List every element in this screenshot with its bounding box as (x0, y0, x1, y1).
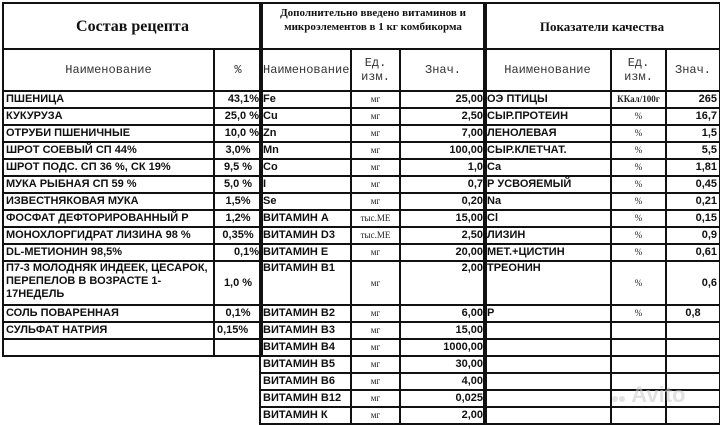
additive-unit: тыс.МЕ (351, 227, 400, 244)
recipe-percent: 3,0% (214, 142, 262, 159)
table-row (484, 356, 720, 373)
table-row (484, 210, 720, 227)
additive-value: 2,00 (400, 407, 486, 424)
quality-header-value: Знач. (666, 49, 720, 91)
table-row (3, 142, 262, 159)
table-row (484, 339, 720, 356)
quality-value: 0,9 (666, 227, 720, 244)
quality-value (666, 407, 720, 424)
quality-unit: % (611, 125, 666, 142)
recipe-name: МОНОХЛОРГИДРАТ ЛИЗИНА 98 % (3, 227, 214, 244)
table-row (260, 390, 486, 407)
table-row (484, 244, 720, 261)
table-row (260, 261, 486, 305)
additive-name: ВИТАМИН В1 (260, 261, 351, 305)
additive-name: Cu (260, 108, 351, 125)
additive-name: ВИТАМИН В12 (260, 390, 351, 407)
table-row (484, 305, 720, 322)
table-row (484, 125, 720, 142)
additive-value: 25,00 (400, 91, 486, 108)
recipe-title: Состав рецепта (3, 3, 262, 49)
additive-name: ВИТАМИН D3 (260, 227, 351, 244)
table-row (3, 261, 262, 305)
avito-watermark (612, 382, 685, 408)
quality-unit: % (611, 159, 666, 176)
additive-unit: мг (351, 193, 400, 210)
recipe-name (3, 339, 214, 356)
quality-unit: % (611, 244, 666, 261)
quality-value: 5,5 (666, 142, 720, 159)
quality-value: 0,6 (666, 261, 720, 305)
quality-value (666, 322, 720, 339)
table-row (484, 91, 720, 108)
additive-value: 15,00 (400, 210, 486, 227)
additive-unit: мг (351, 176, 400, 193)
quality-value (666, 356, 720, 373)
additive-name: Zn (260, 125, 351, 142)
quality-unit (611, 322, 666, 339)
additives-table (259, 2, 487, 425)
quality-unit (611, 339, 666, 356)
quality-value: 265 (666, 91, 720, 108)
recipe-percent: 1,2% (214, 210, 262, 227)
table-row (260, 373, 486, 390)
quality-unit: % (611, 305, 666, 322)
additives-header-unit: Ед. изм. (351, 49, 400, 91)
additive-value: 1000,00 (400, 339, 486, 356)
avito-logo-icon (619, 396, 625, 402)
quality-name: ЛИЗИН (484, 227, 611, 244)
table-row (3, 108, 262, 125)
additive-value: 7,00 (400, 125, 486, 142)
table-row (260, 142, 486, 159)
recipe-percent: 10,0 % (214, 125, 262, 142)
additive-unit: мг (351, 91, 400, 108)
table-row (484, 261, 720, 305)
table-row (260, 407, 486, 424)
recipe-name: ШРОТ ПОДС. СП 36 %, СК 19% (3, 159, 214, 176)
recipe-percent (214, 339, 262, 356)
additive-unit: мг (351, 356, 400, 373)
quality-header-unit: Ед. изм. (611, 49, 666, 91)
quality-name: Р (484, 305, 611, 322)
additive-value: 20,00 (400, 244, 486, 261)
table-row (260, 322, 486, 339)
table-row (3, 91, 262, 108)
additive-unit: мг (351, 244, 400, 261)
additive-name: Se (260, 193, 351, 210)
quality-name: ТРЕОНИН (484, 261, 611, 305)
quality-name (484, 339, 611, 356)
additive-unit: тыс.МЕ (351, 210, 400, 227)
quality-unit: ККал/100г (611, 91, 666, 108)
table-row (484, 407, 720, 424)
quality-unit: % (611, 142, 666, 159)
additive-value: 15,00 (400, 322, 486, 339)
quality-name: Cl (484, 210, 611, 227)
table-row (484, 193, 720, 210)
additive-name: I (260, 176, 351, 193)
additive-value: 0,20 (400, 193, 486, 210)
recipe-name: ОТРУБИ ПШЕНИЧНЫЕ (3, 125, 214, 142)
additive-name: ВИТАМИН В6 (260, 373, 351, 390)
additive-value: 6,00 (400, 305, 486, 322)
quality-header-name: Наименование (484, 49, 611, 91)
additive-unit: мг (351, 125, 400, 142)
additive-unit: мг (351, 373, 400, 390)
additive-value: 0,025 (400, 390, 486, 407)
recipe-name: ФОСФАТ ДЕФТОРИРОВАННЫЙ Р (3, 210, 214, 227)
table-row (3, 227, 262, 244)
additive-name: ВИТАМИН В4 (260, 339, 351, 356)
additives-title: Дополнительно введено витаминов и микроэлементов в 1 кг комбикорма (260, 3, 486, 49)
quality-value: 0,8 (666, 305, 720, 322)
recipe-percent: 9,5 % (214, 159, 262, 176)
recipe-name: СОЛЬ ПОВАРЕННАЯ (3, 305, 214, 322)
additive-name: Fe (260, 91, 351, 108)
table-row (260, 159, 486, 176)
recipe-name: СУЛЬФАТ НАТРИЯ (3, 322, 214, 339)
additive-name: ВИТАМИН В3 (260, 322, 351, 339)
additive-unit: мг (351, 142, 400, 159)
quality-value: 0,15 (666, 210, 720, 227)
recipe-name: МУКА РЫБНАЯ СП 59 % (3, 176, 214, 193)
quality-unit: % (611, 261, 666, 305)
recipe-percent: 0,15% (214, 322, 262, 339)
recipe-percent: 25,0 % (214, 108, 262, 125)
quality-value: 0,45 (666, 176, 720, 193)
additive-value: 30,00 (400, 356, 486, 373)
table-row (484, 322, 720, 339)
recipe-name: КУКУРУЗА (3, 108, 214, 125)
avito-logo-icon (612, 396, 618, 402)
additive-unit: мг (351, 322, 400, 339)
watermark-text: Avito (631, 382, 686, 407)
additive-value: 0,7 (400, 176, 486, 193)
additive-value: 4,00 (400, 373, 486, 390)
quality-name: СЫР.КЛЕТЧАТ. (484, 142, 611, 159)
quality-unit: % (611, 227, 666, 244)
recipe-percent: 0,1% (214, 244, 262, 261)
quality-name (484, 373, 611, 390)
additive-name: ВИТАМИН Е (260, 244, 351, 261)
additive-unit: мг (351, 108, 400, 125)
recipe-header-name: Наименование (3, 49, 214, 91)
quality-name: МЕТ.+ЦИСТИН (484, 244, 611, 261)
additive-name: Co (260, 159, 351, 176)
quality-unit: % (611, 108, 666, 125)
additive-unit: мг (351, 305, 400, 322)
quality-name: Ca (484, 159, 611, 176)
recipe-name: ПШЕНИЦА (3, 91, 214, 108)
additive-name: ВИТАМИН К (260, 407, 351, 424)
table-row (484, 227, 720, 244)
table-row (260, 125, 486, 142)
recipe-name: ИЗВЕСТНЯКОВАЯ МУКА (3, 193, 214, 210)
quality-value: 16,7 (666, 108, 720, 125)
table-row (260, 305, 486, 322)
quality-name (484, 407, 611, 424)
quality-name (484, 390, 611, 407)
table-row (484, 108, 720, 125)
quality-name (484, 356, 611, 373)
additive-unit: мг (351, 390, 400, 407)
additive-unit: мг (351, 159, 400, 176)
additive-unit: мг (351, 339, 400, 356)
quality-value: 0,21 (666, 193, 720, 210)
recipe-percent: 1,5% (214, 193, 262, 210)
table-row (3, 305, 262, 322)
recipe-percent: 5,0 % (214, 176, 262, 193)
table-row (260, 227, 486, 244)
additive-value: 2,50 (400, 227, 486, 244)
recipe-percent: 1,0 % (214, 261, 262, 305)
recipe-name: DL-МЕТИОНИН 98,5% (3, 244, 214, 261)
quality-unit (611, 407, 666, 424)
table-row (484, 176, 720, 193)
table-row (3, 339, 262, 356)
recipe-name: П7-3 МОЛОДНЯК ИНДЕЕК, ЦЕСАРОК, ПЕРЕПЕЛОВ В ВОЗРАСТЕ 1-17НЕДЕЛЬ (3, 261, 214, 305)
quality-unit: % (611, 193, 666, 210)
quality-value: 0,61 (666, 244, 720, 261)
table-row (3, 244, 262, 261)
table-row (3, 210, 262, 227)
recipe-name: ШРОТ СОЕВЫЙ СП 44% (3, 142, 214, 159)
table-row (260, 244, 486, 261)
table-row (260, 91, 486, 108)
recipe-percent: 0,35% (214, 227, 262, 244)
quality-name: СЫР.ПРОТЕИН (484, 108, 611, 125)
table-row (3, 176, 262, 193)
quality-value (666, 339, 720, 356)
quality-unit (611, 356, 666, 373)
quality-value: 1,5 (666, 125, 720, 142)
additive-name: Mn (260, 142, 351, 159)
additive-name: ВИТАМИН А (260, 210, 351, 227)
table-row (3, 125, 262, 142)
table-row (3, 322, 262, 339)
additive-name: ВИТАМИН В5 (260, 356, 351, 373)
additive-value: 2,00 (400, 261, 486, 305)
table-row (3, 193, 262, 210)
recipe-percent: 43,1% (214, 91, 262, 108)
quality-unit: % (611, 176, 666, 193)
additive-value: 1,0 (400, 159, 486, 176)
table-row (260, 108, 486, 125)
additive-name: ВИТАМИН В2 (260, 305, 351, 322)
additive-value: 100,00 (400, 142, 486, 159)
table-row (3, 159, 262, 176)
quality-name (484, 322, 611, 339)
quality-name: Р УСВОЯЕМЫЙ (484, 176, 611, 193)
additives-header-name: Наименование (260, 49, 351, 91)
quality-name: Na (484, 193, 611, 210)
quality-name: ЛЕНОЛЕВАЯ (484, 125, 611, 142)
quality-table (483, 2, 720, 425)
table-row (484, 142, 720, 159)
quality-unit: % (611, 210, 666, 227)
table-row (260, 176, 486, 193)
additives-header-value: Знач. (400, 49, 486, 91)
quality-value: 1,81 (666, 159, 720, 176)
quality-title: Показатели качества (484, 3, 720, 49)
recipe-header-percent: % (214, 49, 262, 91)
recipe-table (2, 2, 263, 357)
table-row (260, 193, 486, 210)
table-row (260, 210, 486, 227)
recipe-percent: 0,1% (214, 305, 262, 322)
additive-value: 2,50 (400, 108, 486, 125)
additive-unit: мг (351, 261, 400, 305)
table-row (260, 356, 486, 373)
table-row (484, 159, 720, 176)
quality-name: ОЭ ПТИЦЫ (484, 91, 611, 108)
additive-unit: мг (351, 407, 400, 424)
table-row (260, 339, 486, 356)
